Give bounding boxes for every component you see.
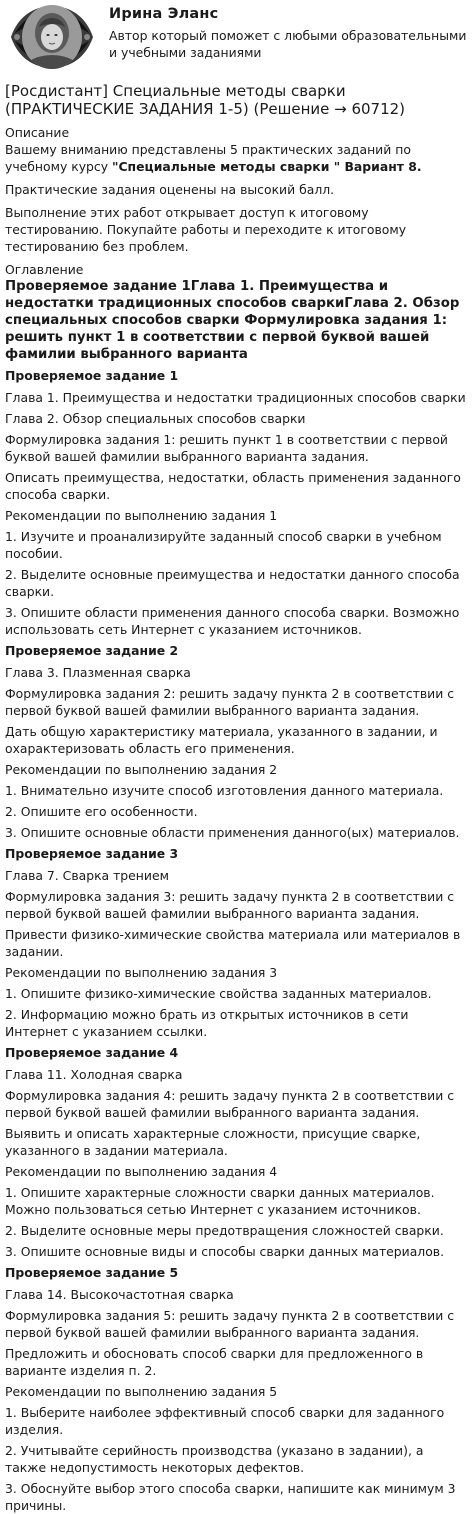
task-line: Формулировка задания 3: решить задачу пункта 2 в соответствии с первой буквой вашей фамилии выбранного варианта задания.: [5, 889, 455, 921]
task-4: [5, 1044, 468, 1260]
task-line: Глава 3. Плазменная сварка: [5, 665, 191, 680]
task-line: Глава 11. Холодная сварка: [5, 1067, 183, 1082]
task-line: Рекомендации по выполнению задания 4: [5, 1164, 278, 1179]
task-line: 2. Информацию можно брать из открытых источников в сети Интернет с указанием ссылки.: [5, 1007, 409, 1039]
task-heading: Проверяемое задание 2: [5, 643, 179, 658]
task-line: Глава 2. Обзор специальных способов сварки: [5, 411, 306, 426]
toc-text: Проверяемое задание 1Глава 1. Преимущества и недостатки традиционных способов сваркиГлава 2. Обзор специальных способов сварки Формулировка задания 1: решить пункт 1 в соответствии с первой буквой вашей фамилии выбранного варианта: [5, 279, 460, 362]
description-access: Выполнение этих работ открывает доступ к итоговому тестированию. Покупайте работы и переходите к итоговому тестированию без проблем.: [5, 205, 407, 254]
task-line: 3. Обоснуйте выбор этого способа сварки, напишите как минимум 3 причины.: [5, 1481, 456, 1513]
task-5: [5, 1264, 468, 1514]
page-title: [Росдистант] Специальные методы сварки (ПРАКТИЧЕСКИЕ ЗАДАНИЯ 1-5) (Решение → 60712): [5, 82, 406, 118]
task-line: Рекомендации по выполнению задания 1: [5, 508, 278, 523]
task-heading: Проверяемое задание 4: [5, 1045, 179, 1060]
description-course: "Специальные методы сварки " Вариант 8.: [112, 159, 422, 174]
task-line: 2. Выделите основные меры предотвращения сложностей сварки.: [5, 1223, 444, 1238]
task-2: [5, 642, 468, 841]
task-heading: Проверяемое задание 3: [5, 846, 179, 861]
task-line: 1. Опишите характерные сложности сварки данных материалов. Можно пользоваться сетью Интернет с указанием источников.: [5, 1185, 435, 1217]
author-card: [5, 0, 468, 74]
task-line: 2. Выделите основные преимущества и недостатки данного способа сварки.: [5, 567, 460, 599]
task-line: Формулировка задания 1: решить пункт 1 в соответствии с первой буквой вашей фамилии выбранного варианта задания.: [5, 432, 448, 464]
toc-label: Оглавление: [5, 262, 84, 277]
description-intro: [5, 141, 468, 175]
description-rating: Практические задания оценены на высокий балл.: [5, 182, 335, 197]
task-line: 2. Учитывайте серийность производства (указано в задании), а также недопустимость некоторых дефектов.: [5, 1443, 424, 1475]
task-line: Глава 7. Сварка трением: [5, 868, 169, 883]
author-description: Автор который поможет с любыми образовательными и учебными заданиями: [109, 28, 467, 60]
task-line: 3. Опишите основные области применения данного(ых) материалов.: [5, 825, 460, 840]
task-line: Рекомендации по выполнению задания 5: [5, 1384, 278, 1399]
task-line: Дать общую характеристику материала, указанного в задании, и охарактеризовать область его применения.: [5, 724, 438, 756]
task-line: Глава 14. Высокочастотная сварка: [5, 1287, 234, 1302]
task-3: [5, 845, 468, 1040]
author-name[interactable]: Ирина Эланс: [109, 6, 219, 22]
task-line: Рекомендации по выполнению задания 2: [5, 762, 278, 777]
author-avatar[interactable]: [9, 3, 95, 71]
task-line: 1. Выберите наиболее эффективный способ сварки для заданного изделия.: [5, 1405, 445, 1437]
task-line: Рекомендации по выполнению задания 3: [5, 965, 278, 980]
task-heading: Проверяемое задание 1: [5, 368, 179, 383]
task-line: Предложить и обосновать способ сварки для предложенного в варианте изделия п. 2.: [5, 1346, 424, 1378]
task-line: 1. Опишите физико-химические свойства заданных материалов.: [5, 986, 432, 1001]
task-line: 2. Опишите его особенности.: [5, 804, 198, 819]
task-line: Формулировка задания 5: решить задачу пункта 2 в соответствии с первой буквой вашей фамилии выбранного варианта задания.: [5, 1308, 455, 1340]
task-heading: Проверяемое задание 5: [5, 1265, 179, 1280]
task-line: Привести физико-химические свойства материала или материалов в задании.: [5, 927, 461, 959]
task-line: Формулировка задания 2: решить задачу пункта 2 в соответствии с первой буквой вашей фамилии выбранного варианта задания.: [5, 686, 455, 718]
task-line: Описать преимущества, недостатки, область применения заданного способа сварки.: [5, 470, 461, 502]
task-line: 3. Опишите основные виды и способы сварки данных материалов.: [5, 1244, 445, 1259]
description-label: Описание: [5, 125, 70, 140]
task-line: 3. Опишите области применения данного способа сварки. Возможно использовать сеть Интернет с указанием источников.: [5, 605, 460, 637]
task-1: [5, 367, 468, 638]
task-line: 1. Внимательно изучите способ изготовления данного материала.: [5, 783, 444, 798]
task-line: Выявить и описать характерные сложности, присущие сварке, указанного в задании материала.: [5, 1126, 421, 1158]
task-line: Глава 1. Преимущества и недостатки традиционных способов сварки: [5, 390, 466, 405]
task-line: Формулировка задания 4: решить задачу пункта 2 в соответствии с первой буквой вашей фамилии выбранного варианта задания.: [5, 1088, 455, 1120]
description-intro-text: Вашему вниманию представлены 5 практических заданий по учебному курсу: [5, 142, 411, 174]
task-line: 1. Изучите и проанализируйте заданный способ сварки в учебном пособии.: [5, 529, 442, 561]
